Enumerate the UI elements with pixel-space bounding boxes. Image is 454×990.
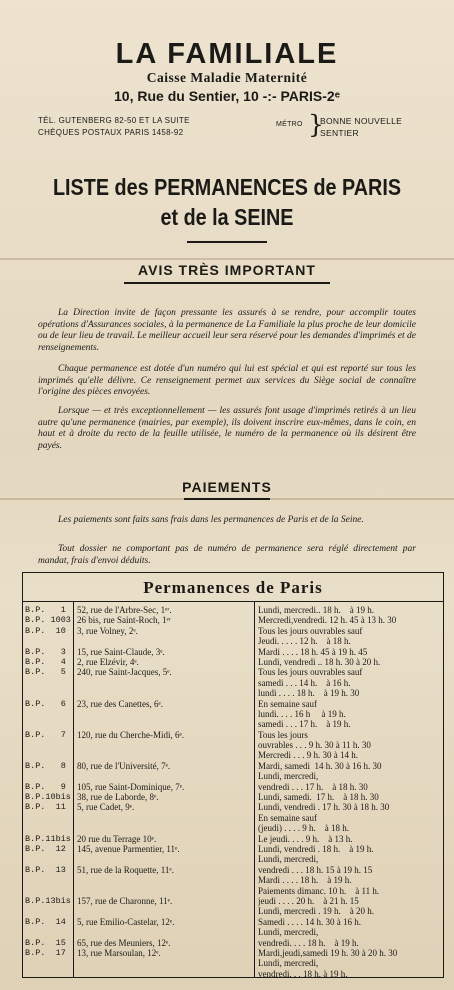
permanence-code: B.P. 10 (25, 625, 66, 636)
permanence-hours: vendredi . . . 17 h. à 18 h. 30 (258, 781, 368, 792)
permanence-hours: Tous les jours ouvrables sauf (258, 667, 363, 678)
permanence-code (25, 750, 71, 760)
avis-paragraph: Lorsque — et très exceptionnellement — les assurés font usage d'imprimés retirés à un lieu autre qu'une permanence (mairies, par exemple), ils doivent inscrire eux-mêmes, dans le coin, en haut et à droite du recto de la feuille utilisée, le numéro de la permanence où ils désirent être payés. (38, 406, 416, 451)
permanence-hours: Lundi, vendredi . 18 h. à 19 h. (258, 843, 374, 854)
permanence-hours: vendredi. . . . 18 h. à 19 h. (258, 937, 359, 948)
permanence-hours: Lundi, mercredi.. 18 h. à 19 h. (258, 605, 374, 615)
permanence-code (25, 854, 71, 864)
metro-station: BONNE NOUVELLE (320, 116, 403, 126)
permanence-code: B.P. 13 (25, 864, 66, 875)
permanence-code (25, 886, 71, 896)
permanence-hours: Mercredi,vendredi. 12 h. 45 à 13 h. 30 (258, 615, 397, 626)
permanence-address: 5, rue Cadet, 9ᵉ. (77, 802, 135, 813)
permanence-hours: Lundi, mercredi, (258, 927, 319, 938)
metro-label: MÉTRO (276, 121, 303, 128)
divider (124, 282, 330, 284)
permanence-address (77, 740, 252, 750)
paiements-paragraph: Tout dossier ne comportant pas de numéro de permanence sera réglé directement par mandat, frais d'envoi déduits. (38, 544, 416, 566)
address-column (77, 605, 252, 969)
permanence-address: 157, rue de Charonne, 11ᵉ. (77, 895, 173, 906)
hours-column (258, 605, 440, 979)
permanence-address: 105, rue Saint-Dominique, 7ᵉ. (77, 781, 185, 792)
permanence-hours: lundi . . . . 18 h. à 19 h. 30 (258, 688, 360, 699)
permanence-hours: vendredi. . . 18 h. à 19 h. (258, 968, 348, 979)
permanence-code (25, 678, 71, 688)
permanence-hours: En semaine sauf (258, 812, 317, 823)
permanence-address: 51, rue de la Roquette, 11ᵉ. (77, 864, 174, 875)
paiements-heading: PAIEMENTS (182, 479, 272, 495)
permanence-hours: Mardi,jeudi,samedi 19 h. 30 à 20 h. 30 (258, 947, 398, 958)
permanence-hours: Tous les jours (258, 729, 308, 740)
permanence-hours: samedi . . . 14 h. à 16 h. (258, 677, 351, 688)
permanence-code: B.P. 4 (25, 656, 66, 667)
permanence-hours: Lundi, mercredi, (258, 771, 319, 782)
permanence-code: B.P. 8 (25, 760, 66, 771)
permanence-address (77, 886, 252, 896)
permanence-address (77, 678, 252, 688)
permanence-hours: Lundi, mercredi . 19 h. à 20 h. (258, 906, 374, 917)
permanence-code (25, 636, 71, 646)
permanence-code (25, 688, 71, 698)
permanence-address: 2, rue Elzévir, 4ᵉ. (77, 656, 139, 667)
divider (187, 241, 267, 243)
permanence-address (77, 854, 252, 864)
permanence-address: 38, rue de Laborde, 8ᵉ. (77, 792, 159, 803)
permanence-code (25, 927, 71, 937)
permanence-code: B.P. 7 (25, 729, 66, 740)
permanence-hours: Lundi, mercredi, (258, 958, 319, 969)
permanence-code (25, 906, 71, 916)
permanence-code: B.P. 9 (25, 781, 66, 792)
permanence-code (25, 709, 71, 719)
permanence-address: 145, avenue Parmentier, 11ᵉ. (77, 843, 180, 854)
permanence-code: B.P. 3 (25, 646, 66, 657)
permanence-code (25, 771, 71, 781)
avis-paragraph: Chaque permanence est dotée d'un numéro qui lui est spécial et qui est reporté sur tous les imprimés qu'elle délivre. Ce renseignement permet aux services du Siège social de connaître l'origine des pièces envoyées. (38, 364, 416, 397)
permanence-code (25, 823, 71, 833)
permanence-hours: Lundi, samedi. 17 h. à 18 h. 30 (258, 792, 379, 803)
permanence-code: B.P. 1003 (25, 615, 71, 626)
permanence-address (77, 750, 252, 760)
permanence-address: 3, rue Volney, 2ᵉ. (77, 625, 138, 636)
permanence-hours: ouvrables . . . 9 h. 30 à 11 h. 30 (258, 740, 371, 751)
org-subtitle: Caisse Maladie Maternité (146, 70, 308, 85)
permanence-address (77, 771, 252, 781)
permanence-code: B.P. 14 (25, 916, 66, 927)
permanence-address (77, 927, 252, 937)
permanence-address: 240, rue Saint-Jacques, 5ᵉ. (77, 667, 172, 678)
permanence-hours: Mardi . . . . 18 h. 45 à 19 h. 45 (258, 646, 368, 657)
permanence-hours: jeudi . . . . 20 h. à 21 h. 15 (258, 895, 359, 906)
brace-symbol: } (308, 110, 324, 139)
avis-paragraph: La Direction invite de façon pressante les assurés à se rendre, pour accomplir toutes opérations d'Assurances sociales, à la permanence de La Familiale la plus proche de leur domicile ou de leur lieu de travail. Le meilleur accueil leur sera réservé pour les demandes d'imprimés et de renseignements. (38, 308, 416, 353)
permanence-code (25, 740, 71, 750)
permanence-address: 65, rue des Meuniers, 12ᵉ. (77, 937, 171, 948)
avis-heading: AVIS TRÈS IMPORTANT (138, 262, 316, 278)
permanence-hours: Lundi, mercredi, (258, 854, 319, 865)
permanence-hours: Mercredi . . . 9 h. 30 à 14 h. (258, 750, 358, 761)
permanence-address (77, 823, 252, 833)
permanence-address (77, 688, 252, 698)
permanence-hours: lundi. . . . 16 h à 19 h. (258, 708, 346, 719)
permanence-address: 13, rue Marsoulan, 12ᵉ. (77, 947, 161, 958)
metro-station: SENTIER (320, 128, 359, 138)
permanence-hours: Lundi, vendredi . 17 h. 30 à 18 h. 30 (258, 802, 390, 813)
permanence-hours: Tous les jours ouvrables sauf (258, 625, 363, 636)
org-address: 10, Rue du Sentier, 10 -:- PARIS-2ᵉ (114, 88, 340, 104)
permanence-code: B.P.10bis (25, 792, 71, 803)
permanence-code: B.P. 11 (25, 802, 66, 813)
permanence-address: 80, rue de l'Université, 7ᵉ. (77, 760, 171, 771)
permanence-code: B.P.13bis (25, 895, 71, 906)
permanence-hours: Paiements dimanc. 10 h. à 11 h. (258, 885, 380, 896)
permanence-address (77, 719, 252, 729)
permanence-address: 20 rue du Terrage 10ᵉ. (77, 833, 157, 844)
permanence-code (25, 958, 71, 968)
permanence-address: 5, rue Emilio-Castelar, 12ᵉ. (77, 916, 175, 927)
permanence-address (77, 636, 252, 646)
contact-block (38, 115, 190, 139)
permanence-code (25, 719, 71, 729)
permanence-hours: Samedi . . . . 14 h. 30 à 16 h. (258, 916, 361, 927)
permanence-address (77, 875, 252, 885)
paiements-paragraph: Les paiements sont faits sans frais dans les permanences de Paris et de la Seine. (58, 515, 364, 525)
permanence-hours: Mardi . . . . 18 h. à 19 h. (258, 875, 352, 886)
permanence-address: 52, rue de l'Arbre-Sec, 1ᵉʳ. (77, 605, 172, 615)
permanence-code: B.P. 5 (25, 667, 66, 678)
org-name: LA FAMILIALE (115, 38, 339, 70)
document-title (32, 172, 422, 232)
paper-fold (0, 258, 454, 260)
permanence-code (25, 813, 71, 823)
telephone: TÉL. GUTENBERG 82-50 ET LA SUITE (38, 116, 190, 125)
permanence-hours: samedi . . . 17 h. à 19 h. (258, 719, 351, 730)
permanence-address (77, 958, 252, 968)
code-column (25, 605, 71, 969)
permanence-address: 23, rue des Canettes, 6ᵉ. (77, 698, 164, 709)
permanence-address (77, 709, 252, 719)
permanence-hours: Mardi, samedi 14 h. 30 à 16 h. 30 (258, 760, 382, 771)
permanence-code: B.P. 17 (25, 947, 66, 958)
permanence-code: B.P. 12 (25, 843, 66, 854)
permanence-address (77, 813, 252, 823)
permanence-address: 26 bis, rue Saint-Roch, 1ᵉʳ (77, 615, 171, 626)
permanence-code: B.P. 15 (25, 937, 66, 948)
postal-cheques: CHÈQUES POSTAUX PARIS 1458-92 (38, 128, 184, 137)
column-divider (73, 601, 74, 977)
metro-stations (320, 115, 402, 139)
permanence-address (77, 906, 252, 916)
document-title-line: et de la SEINE (160, 204, 294, 230)
permanence-hours: (jeudi) . . . . 9 h. à 18 h. (258, 823, 349, 834)
permanence-hours: En semaine sauf (258, 698, 317, 709)
permanence-address: 120, rue du Cherche-Midi, 6ᵉ. (77, 729, 185, 740)
permanences-table (22, 572, 444, 978)
permanence-hours: Jeudi. . . . . 12 h. à 18 h. (258, 636, 351, 647)
permanence-code: B.P.11bis (25, 833, 71, 844)
permanence-code: B.P. 6 (25, 698, 66, 709)
permanence-hours: Lundi, vendredi .. 18 h. 30 à 20 h. (258, 656, 381, 667)
permanence-hours: Le jeudi. . . . 9 h. à 13 h. (258, 833, 353, 844)
table-title: Permanences de Paris (23, 573, 443, 602)
column-divider (254, 601, 255, 977)
permanence-code: B.P. 1 (25, 605, 66, 615)
document-title-line: LISTE des PERMANENCES de PARIS (52, 174, 402, 200)
permanence-hours: vendredi . . . 18 h. 15 à 19 h. 15 (258, 864, 373, 875)
permanence-address: 15, rue Saint-Claude, 3ᵉ. (77, 646, 165, 657)
permanence-code (25, 875, 71, 885)
divider (184, 498, 270, 500)
